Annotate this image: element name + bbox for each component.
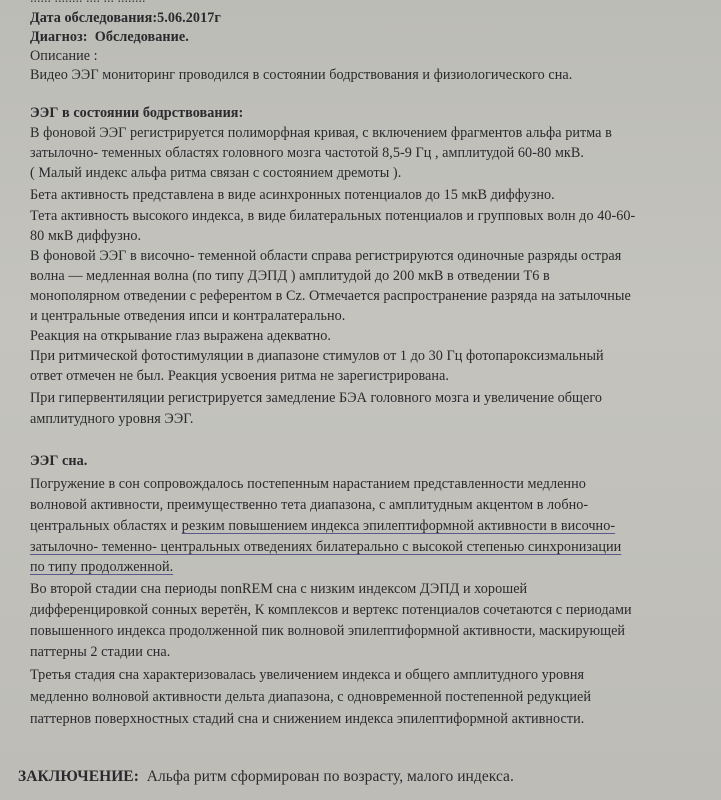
- wake-line: Реакция на открывание глаз выражена адекватно.: [30, 328, 331, 344]
- wake-line: затылочно- теменных областях головного мозга частотой 8,5-9 Гц , амплитудой 60-80 мкВ.: [30, 145, 584, 161]
- sleep-line: волновой активности, преимущественно тета диапазона, с амплитудным акцентом в лобно-: [30, 497, 589, 513]
- description-label: Описание :: [30, 48, 98, 64]
- wake-line: ( Малый индекс альфа ритма связан с состоянием дремоты ).: [30, 165, 402, 181]
- wake-section-title: ЭЭГ в состоянии бодрствования:: [30, 105, 244, 121]
- wake-line: Бета активность представлена в виде асинхронных потенциалов до 15 мкВ диффузно.: [30, 187, 555, 203]
- exam-date-label: Дата обследования:: [30, 10, 158, 26]
- exam-date-value: 5.06.2017г: [157, 10, 221, 26]
- sleep-line: медленно волновой активности дельта диапазона, с одновременной постепенной редукцией: [30, 689, 591, 705]
- sleep-highlight-text: резким повышением индекса эпилептиформной активности в височно-: [181, 518, 616, 534]
- sleep-line-3: [30, 517, 713, 535]
- wake-line: Тета активность высокого индекса, в виде билатеральных потенциалов и групповых волн до 40-60-: [30, 208, 636, 224]
- wake-line: амплитудного уровня ЭЭГ.: [30, 411, 194, 427]
- sleep-line-3-start: центральных областях и: [30, 518, 182, 534]
- sleep-highlight-line: затылочно- теменно- центральных отведениях билатерально с высокой степенью синхронизации: [30, 539, 622, 555]
- diagnosis-label: Диагноз:: [30, 29, 88, 45]
- conclusion-text: Альфа ритм сформирован по возрасту, малого индекса.: [146, 768, 514, 785]
- sleep-line: Третья стадия сна характеризовалась увеличением индекса и общего амплитудного уровня: [30, 667, 585, 683]
- wake-line: При гипервентиляции регистрируется замедление БЭА головного мозга и увеличение общего: [30, 390, 603, 406]
- sleep-line: Во второй стадии сна периоды nonREM сна с низким индексом ДЭПД и хорошей: [30, 581, 528, 597]
- wake-line: волна — медленная волна (по типу ДЭПД ) амплитудой до 200 мкВ в отведении Т6 в: [30, 268, 550, 284]
- exam-date-line: [30, 9, 713, 27]
- wake-line: 80 мкВ диффузно.: [30, 228, 142, 244]
- sleep-line: повышенного индекса продолженной пик волновой эпилептиформной активности, маскирующей: [30, 623, 626, 639]
- conclusion-label: ЗАКЛЮЧЕНИЕ:: [18, 768, 139, 785]
- conclusion-line: [18, 768, 713, 786]
- wake-line: ответ отмечен не был. Реакция усвоения ритма не зарегистрирована.: [30, 368, 449, 384]
- wake-line: При ритмической фотостимуляции в диапазоне стимулов от 1 до 30 Гц фотопароксизмальный: [30, 348, 604, 364]
- sleep-line: паттернов поверхностных стадий сна и снижением индекса эпилептиформной активности.: [30, 711, 585, 727]
- intro-text: Видео ЭЭГ мониторинг проводился в состоянии бодрствования и физиологического сна.: [30, 67, 573, 83]
- wake-line: и центральные отведения ипси и контралатерально.: [30, 308, 346, 324]
- sleep-section-title: ЭЭГ сна.: [30, 453, 88, 469]
- diagnosis-line: [30, 28, 713, 46]
- wake-line: В фоновой ЭЭГ регистрируется полиморфная кривая, с включением фрагментов альфа ритма в: [30, 125, 612, 141]
- wake-line: монополярном отведении с референтом в Cz. Отмечается распространение разряда на затылочные: [30, 288, 631, 304]
- sleep-line: Погружение в сон сопровождалось постепенным нарастанием представленности медленно: [30, 476, 586, 492]
- sleep-highlight-line: по типу продолженной.: [30, 559, 174, 575]
- cut-off-top-line: [30, 0, 146, 7]
- sleep-line: дифференцировкой сонных веретён, К комплексов и вертекс потенциалов сочетаются с периодами: [30, 602, 632, 618]
- wake-line: В фоновой ЭЭГ в височно- теменной области справа регистрируются одиночные разряды острая: [30, 248, 622, 264]
- diagnosis-value: Обследование.: [94, 29, 189, 45]
- sleep-line: паттерны 2 стадии сна.: [30, 644, 171, 660]
